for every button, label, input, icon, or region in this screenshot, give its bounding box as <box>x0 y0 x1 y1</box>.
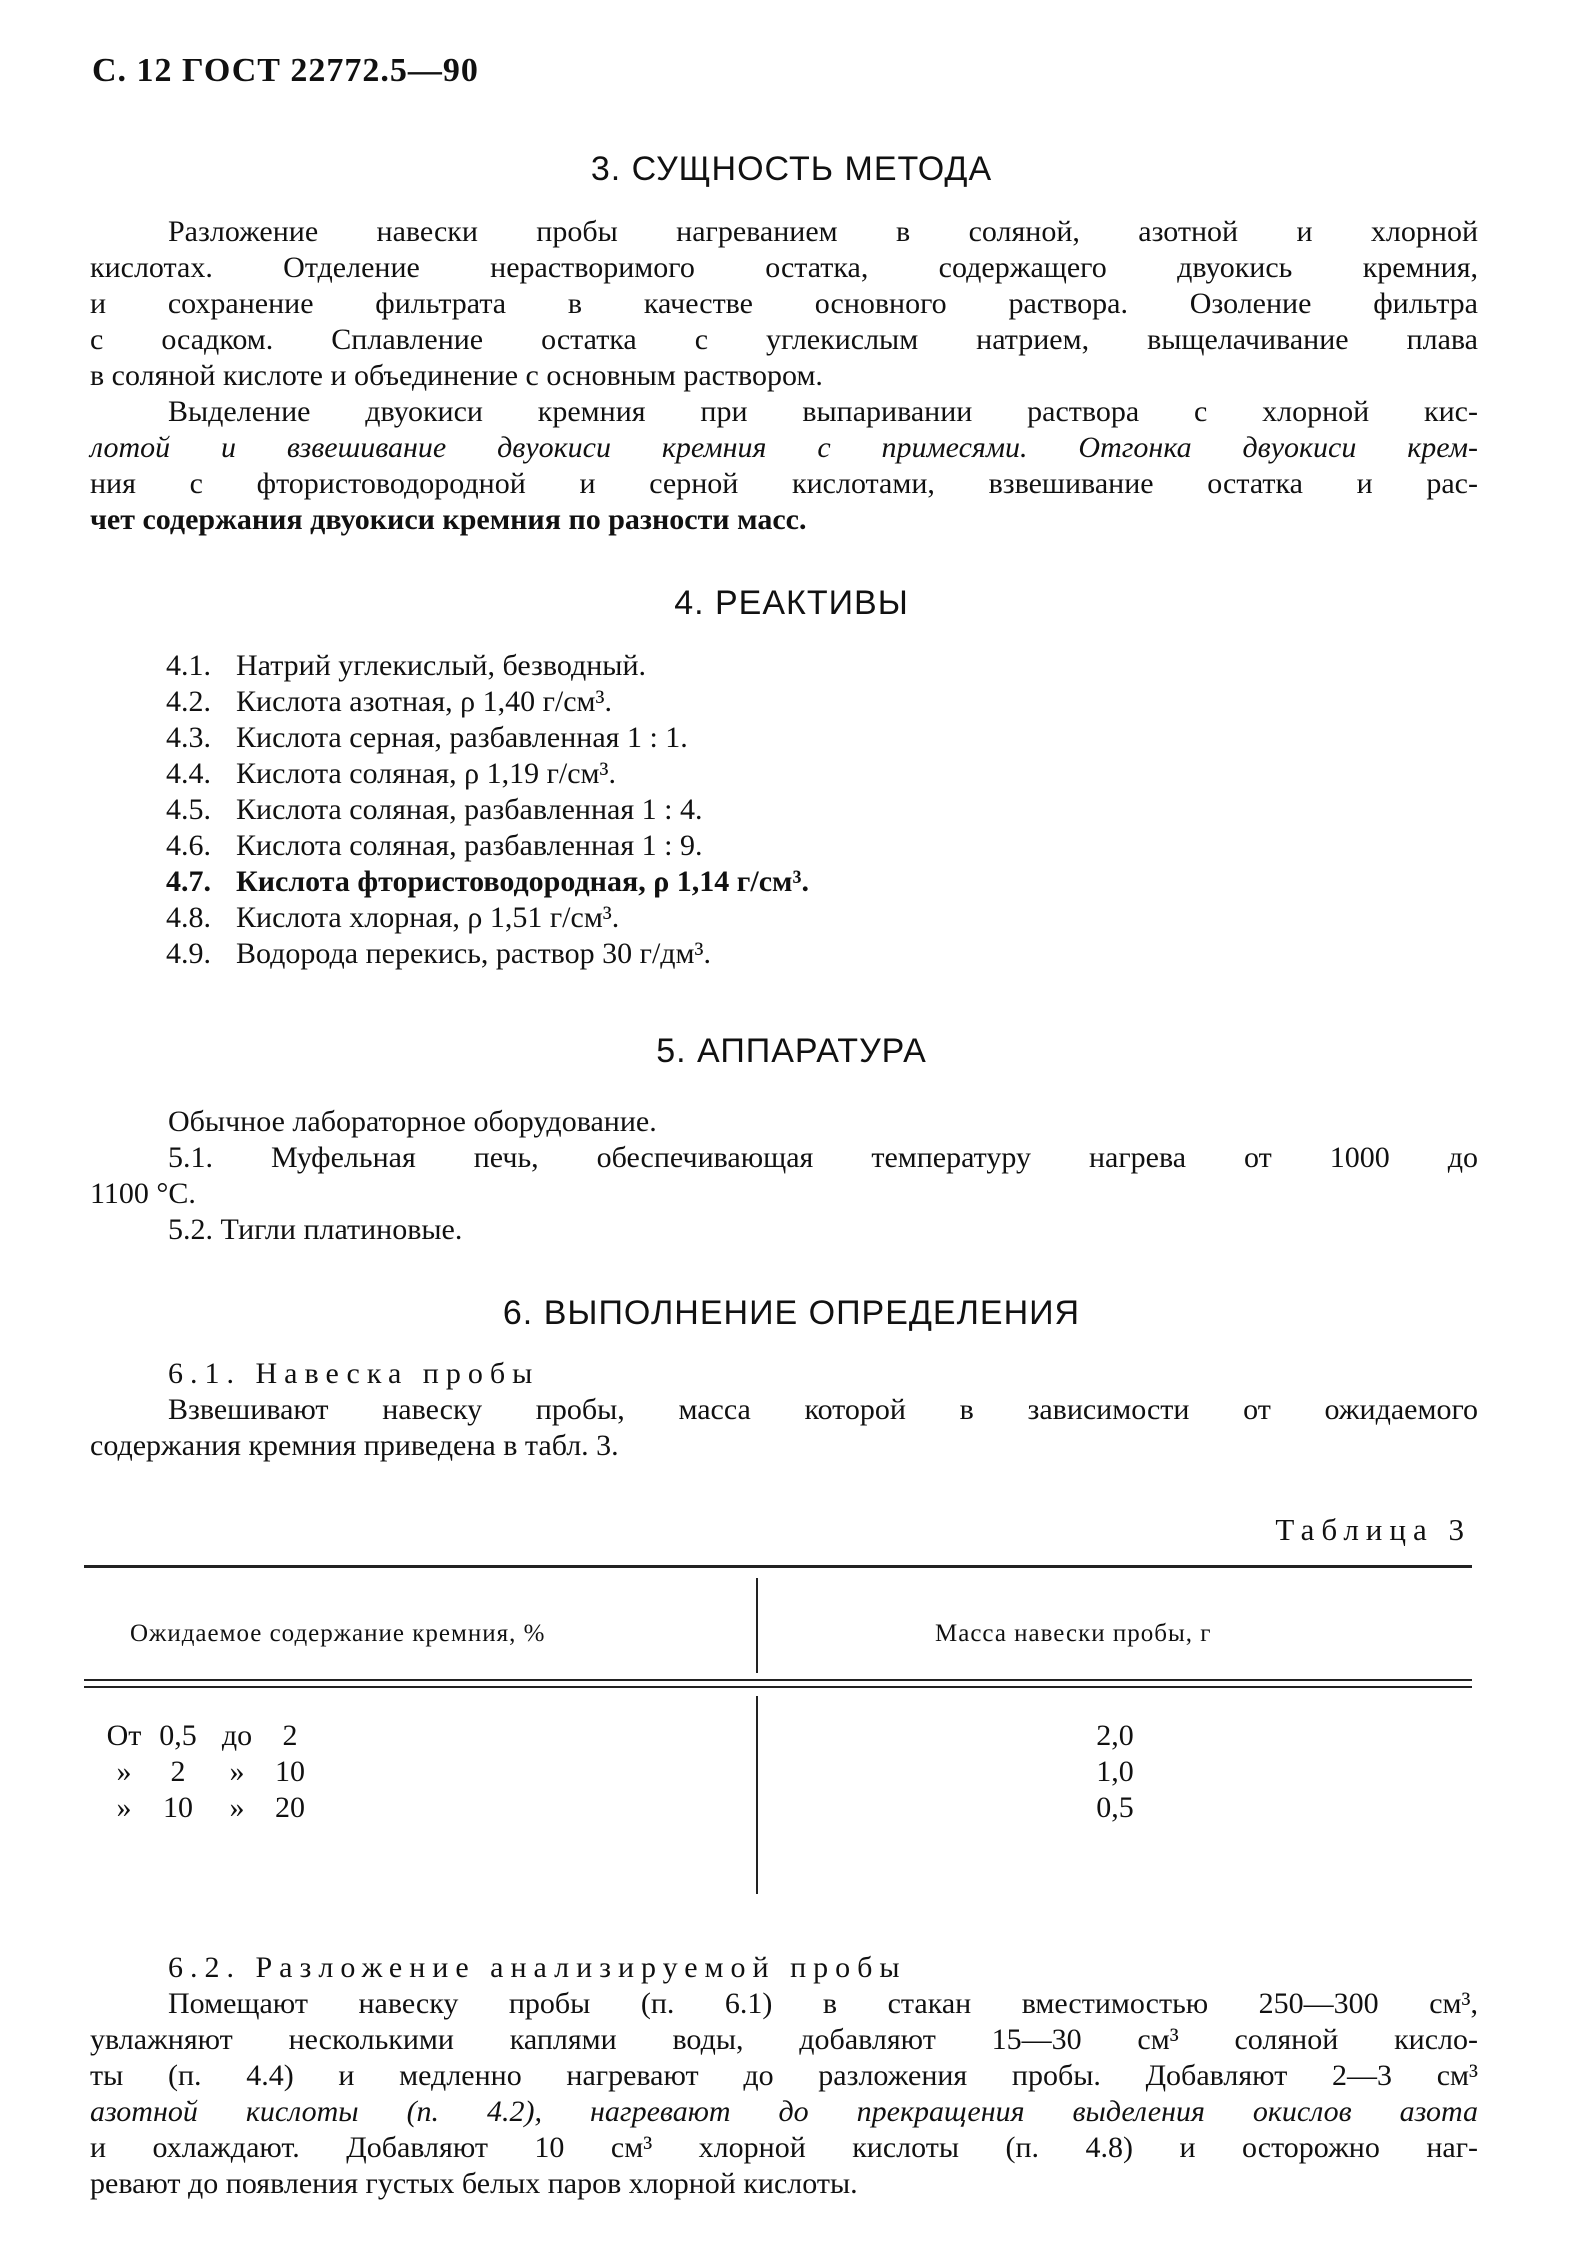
item-number: 4.7. <box>166 865 211 898</box>
section-5-body <box>90 1104 1478 1248</box>
list-item <box>166 756 1266 792</box>
subsection-title: 6.2. Разложение анализируемой пробы <box>168 1951 907 1984</box>
cell: » <box>229 1755 245 1788</box>
cell: От <box>106 1719 142 1752</box>
item-number: 4.5. <box>166 793 211 826</box>
section-5-title: 5. АППАРАТУРА <box>656 1032 927 1070</box>
table-row <box>96 1718 310 1754</box>
table-top-rule <box>84 1565 1472 1568</box>
table-header-rule-2 <box>84 1686 1472 1688</box>
list-item <box>166 828 1266 864</box>
list-item <box>166 684 1266 720</box>
item-text: Водорода перекись, раствор 30 г/дм³. <box>236 937 712 970</box>
item-text: Кислота соляная, разбавленная 1 : 4. <box>236 793 703 826</box>
section-4-title: 4. РЕАКТИВЫ <box>674 584 909 622</box>
item-text: Кислота хлорная, ρ 1,51 г/см³. <box>236 901 620 934</box>
text-line: Обычное лабораторное оборудование. <box>168 1105 657 1138</box>
table-col2-header: Масса навески пробы, г <box>935 1620 1212 1647</box>
cell: » <box>229 1791 245 1824</box>
text-line: 5.2. Тигли платиновые. <box>168 1213 463 1246</box>
text-line: и сохранение фильтрата в качестве основного раствора. Озоление фильтра <box>90 287 1478 320</box>
text-line: ревают до появления густых белых паров хлорной кислоты. <box>90 2167 858 2200</box>
list-item <box>166 936 1266 972</box>
table-body-divider <box>756 1696 758 1894</box>
cell: 10 <box>275 1755 305 1788</box>
table-header-rule-1 <box>84 1679 1472 1681</box>
text-line: Помещают навеску пробы (п. 6.1) в стакан вместимостью 250—300 см³, <box>168 1987 1478 2020</box>
text-line: кислотах. Отделение нерастворимого остатка, содержащего двуокись кремния, <box>90 251 1478 284</box>
text-line: чет содержания двуокиси кремния по разности масс. <box>90 503 807 536</box>
text-line: Выделение двуокиси кремния при выпаривании раствора с хлорной кис- <box>168 395 1478 428</box>
list-item <box>166 900 1266 936</box>
table-caption: Таблица 3 <box>1275 1512 1471 1547</box>
list-item <box>166 792 1266 828</box>
cell: 20 <box>275 1791 305 1824</box>
text-line: азотной кислоты (п. 4.2), нагревают до прекращения выделения окислов азота <box>90 2095 1478 2128</box>
cell: » <box>116 1791 132 1824</box>
item-text: Кислота азотная, ρ 1,40 г/см³. <box>236 685 613 718</box>
item-number: 4.2. <box>166 685 211 718</box>
list-item <box>166 648 1266 684</box>
section-3-paragraph-1 <box>90 214 1478 394</box>
item-number: 4.1. <box>166 649 211 682</box>
cell: 2 <box>170 1755 186 1788</box>
section-3-paragraph-2 <box>90 394 1478 538</box>
text-line: в соляной кислоте и объединение с основным раствором. <box>90 359 823 392</box>
cell: 2 <box>282 1719 298 1752</box>
text-line: Разложение навески пробы нагреванием в соляной, азотной и хлорной <box>168 215 1478 248</box>
text-line: Взвешивают навеску пробы, масса которой в зависимости от ожидаемого <box>168 1393 1478 1426</box>
item-text: Кислота серная, разбавленная 1 : 1. <box>236 721 688 754</box>
table-col1-values <box>96 1718 310 1826</box>
text-line: ния с фтористоводородной и серной кислотами, взвешивание остатка и рас- <box>90 467 1478 500</box>
list-item <box>166 864 1266 900</box>
item-text: Кислота соляная, разбавленная 1 : 9. <box>236 829 703 862</box>
table-cell-mass: 0,5 <box>1096 1791 1134 1824</box>
text-line: увлажняют несколькими каплями воды, добавляют 15—30 см³ соляной кисло- <box>90 2023 1478 2056</box>
reagents-list <box>166 648 1266 972</box>
running-head: С. 12 ГОСТ 22772.5—90 <box>92 52 479 89</box>
table-row <box>96 1790 310 1826</box>
item-number: 4.3. <box>166 721 211 754</box>
text-line: содержания кремния приведена в табл. 3. <box>90 1429 619 1462</box>
section-6-title: 6. ВЫПОЛНЕНИЕ ОПРЕДЕЛЕНИЯ <box>502 1294 1081 1332</box>
section-3-title: 3. СУЩНОСТЬ МЕТОДА <box>590 150 993 188</box>
item-text: Натрий углекислый, безводный. <box>236 649 647 682</box>
cell: » <box>116 1755 132 1788</box>
item-number: 4.4. <box>166 757 211 790</box>
text-line: с осадком. Сплавление остатка с углекислым натрием, выщелачивание плава <box>90 323 1478 356</box>
section-6-2 <box>90 1950 1478 2202</box>
text-line: лотой и взвешивание двуокиси кремния с примесями. Отгонка двуокиси крем- <box>90 431 1478 464</box>
table-header-divider <box>756 1578 758 1673</box>
table-col1-header: Ожидаемое содержание кремния, % <box>130 1620 546 1647</box>
table-row <box>96 1754 310 1790</box>
text-line: ты (п. 4.4) и медленно нагревают до разложения пробы. Добавляют 2—3 см³ <box>90 2059 1478 2092</box>
cell: 0,5 <box>159 1719 197 1752</box>
table-cell-mass: 1,0 <box>1096 1755 1134 1788</box>
item-number: 4.6. <box>166 829 211 862</box>
table-cell-mass: 2,0 <box>1096 1719 1134 1752</box>
text-line: 1100 °С. <box>90 1177 196 1210</box>
text-line: и охлаждают. Добавляют 10 см³ хлорной кислоты (п. 4.8) и осторожно наг- <box>90 2131 1478 2164</box>
list-item <box>166 720 1266 756</box>
table-col2-values <box>1055 1718 1175 1826</box>
item-text: Кислота фтористоводородная, ρ 1,14 г/см³. <box>236 865 809 898</box>
subsection-title: 6.1. Навеска пробы <box>168 1357 540 1390</box>
text-line: 5.1. Муфельная печь, обеспечивающая температуру нагрева от 1000 до <box>168 1141 1478 1174</box>
item-number: 4.9. <box>166 937 211 970</box>
item-number: 4.8. <box>166 901 211 934</box>
cell: 10 <box>163 1791 193 1824</box>
section-6-1 <box>90 1356 1478 1464</box>
cell: до <box>221 1719 253 1752</box>
item-text: Кислота соляная, ρ 1,19 г/см³. <box>236 757 617 790</box>
